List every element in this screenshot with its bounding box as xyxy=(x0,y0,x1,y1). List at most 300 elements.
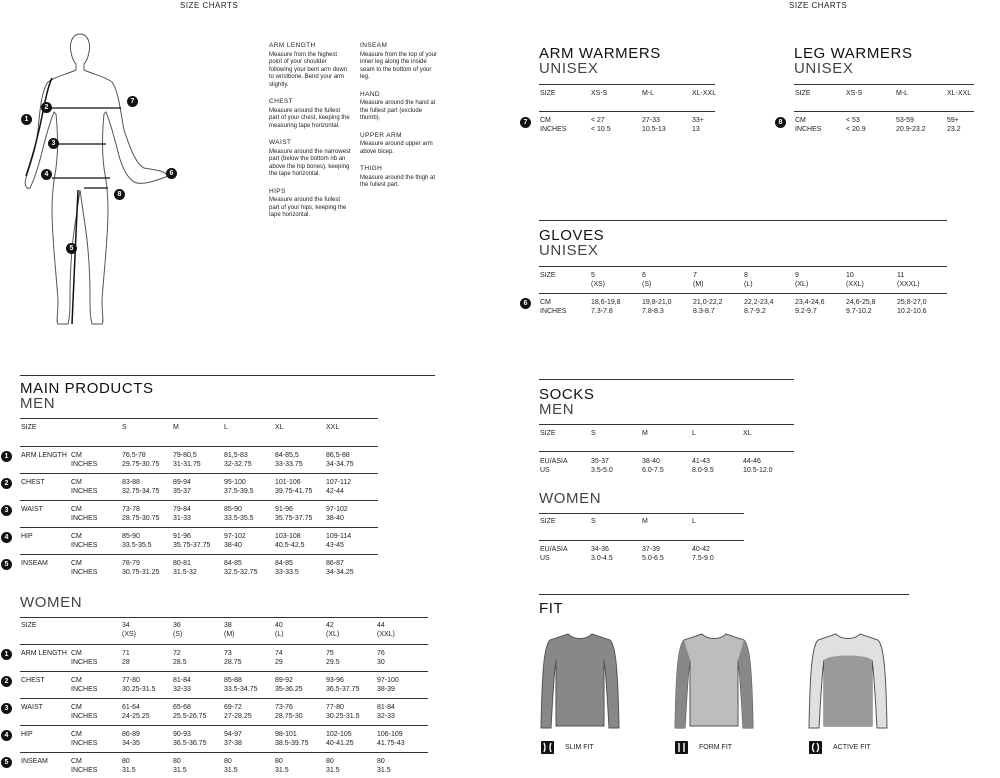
socks-title: SOCKS xyxy=(539,386,595,403)
cell: 97-102 xyxy=(326,506,348,513)
cell: 32-32.75 xyxy=(224,461,252,468)
cell: 40.5-42.5 xyxy=(275,542,305,549)
cell: 61-64 xyxy=(122,704,140,711)
cell: 31.5 xyxy=(173,767,187,774)
main-men-subtitle: MEN xyxy=(20,395,56,412)
marker-6: 6 xyxy=(520,298,531,309)
cell: 28.75-30 xyxy=(275,713,303,720)
unit-cm: CM xyxy=(71,704,82,711)
rule xyxy=(20,725,428,726)
marker-5: 5 xyxy=(1,559,12,570)
slim-fit-label: SLIM FIT xyxy=(565,744,594,751)
cell: 27-28.25 xyxy=(224,713,252,720)
marker-7: 7 xyxy=(127,96,138,107)
slim-fit-shirt-image xyxy=(540,632,620,730)
instruction-hand xyxy=(360,91,442,123)
cell: 80 xyxy=(173,758,181,765)
rule xyxy=(20,644,428,645)
slim-fit-icon xyxy=(541,741,554,754)
size-col-letter: (S) xyxy=(642,281,652,288)
cell: 73-76 xyxy=(275,704,293,711)
cell: 9.2-9.7 xyxy=(795,308,817,315)
rule xyxy=(794,84,974,85)
rule xyxy=(539,84,715,85)
cell: 28.75 xyxy=(224,659,242,666)
unit-inches: INCHES xyxy=(795,126,822,133)
cell: 24-25.25 xyxy=(122,713,150,720)
size-col: 38 xyxy=(224,622,232,629)
cell: 102-105 xyxy=(326,731,352,738)
rule xyxy=(20,500,378,501)
cell: 80 xyxy=(275,758,283,765)
rule xyxy=(539,220,947,221)
rule xyxy=(20,473,378,474)
instruction-title: ARM LENGTH xyxy=(269,42,316,49)
size-label: SIZE xyxy=(21,622,37,629)
cell: 74 xyxy=(275,650,283,657)
cell: 32.75-34.75 xyxy=(122,488,160,495)
main-women-section xyxy=(20,595,82,610)
cell: 84-85,5 xyxy=(275,452,299,459)
instruction-title: UPPER ARM xyxy=(360,131,402,139)
cell: 33.5-34.75 xyxy=(224,686,258,693)
socks-women-section xyxy=(539,491,601,506)
cell: 73-78 xyxy=(122,506,140,513)
marker-2: 2 xyxy=(1,676,12,687)
cell: 59+ xyxy=(947,117,959,124)
cell: 23,4-24,6 xyxy=(795,299,825,306)
cell: 40-41.25 xyxy=(326,740,354,747)
size-label: SIZE xyxy=(540,430,556,437)
cell: 107-112 xyxy=(326,479,352,486)
cell: 37.5-39.5 xyxy=(224,488,254,495)
cell: 38-40 xyxy=(224,542,242,549)
cell: 91-96 xyxy=(275,506,293,513)
row-label: INSEAM xyxy=(21,560,48,567)
cell: 32.5-32.75 xyxy=(224,569,258,576)
cell: 34-34.75 xyxy=(326,461,354,468)
marker-1: 1 xyxy=(21,114,32,125)
rule xyxy=(20,527,378,528)
cell: 36.5-36.75 xyxy=(173,740,207,747)
row-label: HIP xyxy=(21,731,33,738)
main-men-section xyxy=(20,381,154,411)
cell: 91-96 xyxy=(173,533,191,540)
row-label: INSEAM xyxy=(21,758,48,765)
cell: 84-85 xyxy=(224,560,242,567)
cell: 40-42 xyxy=(692,546,710,553)
cell: 80 xyxy=(326,758,334,765)
cell: 10.2-10.6 xyxy=(897,308,927,315)
cell: 29.5 xyxy=(326,659,340,666)
size-col: L xyxy=(224,424,228,431)
size-col: L xyxy=(692,518,696,525)
cell: 34-34.25 xyxy=(326,569,354,576)
gloves-section xyxy=(539,228,604,258)
arm-warmers-section xyxy=(539,46,661,76)
size-col-letter: (XXL) xyxy=(377,631,395,638)
cell: 30.75-31.25 xyxy=(122,569,160,576)
cell: < 53 xyxy=(846,117,860,124)
marker-3: 3 xyxy=(48,138,59,149)
size-col: M xyxy=(173,424,179,431)
size-col: 6 xyxy=(642,272,646,279)
unit-inches: INCHES xyxy=(71,461,98,468)
cell: 28.75-30.75 xyxy=(122,515,160,522)
size-col: M-L xyxy=(896,90,909,97)
socks-men-subtitle: MEN xyxy=(539,401,575,418)
unit-us: US xyxy=(540,555,550,562)
instruction-inseam xyxy=(360,42,442,82)
size-col-letter: (XXL) xyxy=(846,281,864,288)
instruction-text: Measure around the fullest part of your chest, keeping the measuring tape horizontal. xyxy=(269,107,350,129)
cell: 30 xyxy=(377,659,385,666)
rule xyxy=(539,451,794,452)
row-label: WAIST xyxy=(21,704,43,711)
unit-cm: CM xyxy=(795,117,806,124)
instruction-text: Measure around the fullest part of your hips, keeping the tape horizontal. xyxy=(269,197,347,218)
cell: 85-90 xyxy=(224,506,242,513)
size-col-letter: (XS) xyxy=(122,631,136,638)
unit-cm: CM xyxy=(71,479,82,486)
gloves-grid xyxy=(591,272,951,322)
cell: 71 xyxy=(122,650,130,657)
cell: 31-33 xyxy=(173,515,191,522)
marker-4: 4 xyxy=(41,169,52,180)
header-left: SIZE CHARTS xyxy=(180,1,239,10)
cell: 6.0-7.5 xyxy=(642,467,664,474)
cell: 29 xyxy=(275,659,283,666)
size-label: SIZE xyxy=(540,518,556,525)
cell: 8.3-8.7 xyxy=(693,308,715,315)
size-col: 36 xyxy=(173,622,181,629)
active-fit-shirt-image xyxy=(808,632,888,730)
cell: 33.5-35.5 xyxy=(122,542,152,549)
size-col-letter: (S) xyxy=(173,631,183,638)
marker-1: 1 xyxy=(1,451,12,462)
body-figure xyxy=(18,30,188,330)
active-fit-label: ACTIVE FIT xyxy=(833,744,871,751)
leg-warmers-title: LEG WARMERS xyxy=(794,45,913,62)
cell: 31.5 xyxy=(377,767,391,774)
marker-5: 5 xyxy=(66,243,77,254)
cell: 19,8-21,0 xyxy=(642,299,672,306)
size-label: SIZE xyxy=(21,424,37,431)
cell: 35.75-37.75 xyxy=(173,542,211,549)
cell: 8.7-9.2 xyxy=(744,308,766,315)
rule xyxy=(20,617,428,618)
cell: 27-33 xyxy=(642,117,660,124)
size-col: L xyxy=(692,430,696,437)
cell: 103-108 xyxy=(275,533,301,540)
instruction-thigh xyxy=(360,165,442,190)
marker-8: 8 xyxy=(775,117,786,128)
unit-cm: CM xyxy=(71,650,82,657)
instruction-arm-length xyxy=(269,42,351,89)
cell: 35.75-37.75 xyxy=(275,515,313,522)
unit-cm: CM xyxy=(540,117,551,124)
unit-us: US xyxy=(540,467,550,474)
cell: 43-45 xyxy=(326,542,344,549)
rule xyxy=(20,698,428,699)
size-col-letter: (M) xyxy=(693,281,704,288)
size-col-letter: (L) xyxy=(275,631,284,638)
rule xyxy=(20,375,435,376)
cell: 85-88 xyxy=(224,677,242,684)
cell: 34-36 xyxy=(591,546,609,553)
cell: 3.0-4.5 xyxy=(591,555,613,562)
cell: 72 xyxy=(173,650,181,657)
cell: 31.5 xyxy=(275,767,289,774)
cell: 7.3-7.8 xyxy=(591,308,613,315)
cell: < 27 xyxy=(591,117,605,124)
size-col: 7 xyxy=(693,272,697,279)
size-col: XS-S xyxy=(846,90,863,97)
marker-6: 6 xyxy=(166,168,177,179)
instruction-chest xyxy=(269,98,351,130)
leg-warmers-subtitle: UNISEX xyxy=(794,60,854,77)
row-label: ARM LENGTH xyxy=(21,452,67,459)
row-label: ARM LENGTH xyxy=(21,650,67,657)
cell: 35-37 xyxy=(591,458,609,465)
cell: 41.75-43 xyxy=(377,740,405,747)
marker-2: 2 xyxy=(41,102,52,113)
size-col: S xyxy=(591,430,596,437)
cell: 80 xyxy=(224,758,232,765)
size-col: S xyxy=(122,424,127,431)
cell: 73 xyxy=(224,650,232,657)
cell: 81-84 xyxy=(377,704,395,711)
active-fit-icon xyxy=(809,741,822,754)
cell: 86,5-88 xyxy=(326,452,350,459)
socks-section xyxy=(539,387,595,417)
cell: 13 xyxy=(692,126,700,133)
size-col: M-L xyxy=(642,90,655,97)
unit-cm: CM xyxy=(71,506,82,513)
cell: 90-93 xyxy=(173,731,191,738)
unit-inches: INCHES xyxy=(71,659,98,666)
cell: 35-37 xyxy=(173,488,191,495)
leg-warmers-section xyxy=(794,46,913,76)
marker-3: 3 xyxy=(1,505,12,516)
size-col-letter: (XXXL) xyxy=(897,281,920,288)
cell: 35-36.25 xyxy=(275,686,303,693)
arm-warmers-subtitle: UNISEX xyxy=(539,60,599,77)
header-right: SIZE CHARTS xyxy=(789,1,848,10)
cell: 41-43 xyxy=(692,458,710,465)
cell: 28.5 xyxy=(173,659,187,666)
cell: 37-39 xyxy=(642,546,660,553)
size-col: 5 xyxy=(591,272,595,279)
cell: 97-100 xyxy=(377,677,399,684)
size-col: 42 xyxy=(326,622,334,629)
cell: 39.75-41.75 xyxy=(275,488,313,495)
unit-inches: INCHES xyxy=(71,686,98,693)
cell: 31.5-32 xyxy=(173,569,197,576)
cell: 22,2-23,4 xyxy=(744,299,774,306)
instruction-text: Measure around the narrowest part (below the bottom rib an above the hip bones), keeping the tape horizontal. xyxy=(269,148,351,177)
rule xyxy=(539,540,744,541)
cell: 9.7-10.2 xyxy=(846,308,872,315)
unit-cm: CM xyxy=(71,731,82,738)
cell: 93-96 xyxy=(326,677,344,684)
instruction-text: Measure around upper arm above bicep. xyxy=(360,141,433,155)
cell: 31.5 xyxy=(224,767,238,774)
instruction-upper-arm xyxy=(360,132,442,157)
marker-4: 4 xyxy=(1,532,12,543)
cell: 42-44 xyxy=(326,488,344,495)
unit-cm: CM xyxy=(71,452,82,459)
unit-inches: INCHES xyxy=(540,308,567,315)
cell: 80-81 xyxy=(173,560,191,567)
size-label: SIZE xyxy=(540,90,556,97)
cell: 38-40 xyxy=(326,515,344,522)
size-col-letter: (L) xyxy=(744,281,753,288)
size-col: 9 xyxy=(795,272,799,279)
rule xyxy=(539,266,947,267)
cell: 38-40 xyxy=(642,458,660,465)
size-label: SIZE xyxy=(795,90,811,97)
unit-inches: INCHES xyxy=(71,767,98,774)
rule xyxy=(539,513,744,514)
cell: 89-94 xyxy=(173,479,191,486)
cell: 80 xyxy=(377,758,385,765)
cell: 29.75-30.75 xyxy=(122,461,160,468)
cell: < 20.9 xyxy=(846,126,866,133)
rule xyxy=(539,594,909,595)
size-col: XL xyxy=(743,430,752,437)
cell: 33+ xyxy=(692,117,704,124)
size-col: M xyxy=(642,430,648,437)
cell: 31.5 xyxy=(326,767,340,774)
rule xyxy=(794,111,974,112)
rule xyxy=(539,111,715,112)
unit-eu-asia: EU/ASIA xyxy=(540,458,568,465)
cell: 65-68 xyxy=(173,704,191,711)
gloves-subtitle: UNISEX xyxy=(539,242,599,259)
marker-7: 7 xyxy=(520,117,531,128)
cell: 37-38 xyxy=(224,740,242,747)
rule xyxy=(539,379,794,380)
size-col: 11 xyxy=(897,272,905,279)
cell: 31.5 xyxy=(122,767,136,774)
instruction-text: Measure around the thigh at the fullest part. xyxy=(360,174,436,188)
rule xyxy=(20,671,428,672)
marker-1: 1 xyxy=(1,649,12,660)
cell: 7.5-9.0 xyxy=(692,555,714,562)
row-label: WAIST xyxy=(21,506,43,513)
instruction-title: THIGH xyxy=(360,165,383,172)
size-col: XL xyxy=(275,424,284,431)
marker-5: 5 xyxy=(1,757,12,768)
size-label: SIZE xyxy=(540,272,556,279)
cell: 79-84 xyxy=(173,506,191,513)
cell: 32-33 xyxy=(173,686,191,693)
size-col-letter: (M) xyxy=(224,631,235,638)
row-label: HIP xyxy=(21,533,33,540)
instruction-title: HIPS xyxy=(269,187,286,195)
marker-2: 2 xyxy=(1,478,12,489)
arm-warmers-title: ARM WARMERS xyxy=(539,45,661,62)
unit-inches: INCHES xyxy=(71,569,98,576)
cell: 30.25-31.5 xyxy=(122,686,156,693)
row-label: CHEST xyxy=(21,479,45,486)
gloves-title: GLOVES xyxy=(539,227,605,244)
cell: 76 xyxy=(377,650,385,657)
cell: 53-59 xyxy=(896,117,914,124)
size-col: 10 xyxy=(846,272,854,279)
unit-cm: CM xyxy=(540,299,551,306)
instruction-text: Measure from the top of your inner leg along the inside seam to the bottom of your leg. xyxy=(360,51,438,80)
cell: 24,6-25,8 xyxy=(846,299,876,306)
cell: 33.5-35.5 xyxy=(224,515,254,522)
cell: 106-109 xyxy=(377,731,403,738)
unit-cm: CM xyxy=(71,533,82,540)
rule xyxy=(20,752,428,753)
cell: 23.2 xyxy=(947,126,961,133)
cell: 77-80 xyxy=(326,704,344,711)
cell: 38-39 xyxy=(377,686,395,693)
cell: 25,8-27,0 xyxy=(897,299,927,306)
cell: 33-33.75 xyxy=(275,461,303,468)
instruction-title: WAIST xyxy=(269,139,292,146)
marker-8: 8 xyxy=(114,189,125,200)
size-col: XS-S xyxy=(591,90,608,97)
row-label: CHEST xyxy=(21,677,45,684)
cell: 32-33 xyxy=(377,713,395,720)
size-col: S xyxy=(591,518,596,525)
instructions-col-2 xyxy=(360,42,442,190)
cell: 34-35 xyxy=(122,740,140,747)
cell: 81,5-83 xyxy=(224,452,248,459)
unit-inches: INCHES xyxy=(71,740,98,747)
cell: 84-85 xyxy=(275,560,293,567)
marker-3: 3 xyxy=(1,703,12,714)
main-women-subtitle: WOMEN xyxy=(20,594,83,611)
form-fit-shirt-image xyxy=(674,632,754,730)
unit-inches: INCHES xyxy=(71,542,98,549)
cell: 77-80 xyxy=(122,677,140,684)
unit-inches: INCHES xyxy=(71,488,98,495)
cell: 86-89 xyxy=(122,731,140,738)
marker-4: 4 xyxy=(1,730,12,741)
cell: 79-80,5 xyxy=(173,452,197,459)
cell: 98-101 xyxy=(275,731,297,738)
form-fit-icon xyxy=(675,741,688,754)
cell: 81-84 xyxy=(173,677,191,684)
cell: 95-100 xyxy=(224,479,246,486)
cell: 30.25-31.5 xyxy=(326,713,360,720)
cell: 38.5-39.75 xyxy=(275,740,309,747)
rule xyxy=(20,446,378,447)
unit-inches: INCHES xyxy=(540,126,567,133)
fit-title: FIT xyxy=(539,600,564,617)
cell: 89-92 xyxy=(275,677,293,684)
size-col: 34 xyxy=(122,622,130,629)
cell: 86-87 xyxy=(326,560,344,567)
size-col-letter: (XL) xyxy=(326,631,340,638)
size-col: M xyxy=(642,518,648,525)
cell: 10.5-12.0 xyxy=(743,467,773,474)
cell: 7.8-8.3 xyxy=(642,308,664,315)
size-col-letter: (XS) xyxy=(591,281,605,288)
rule xyxy=(20,418,378,419)
cell: 97-102 xyxy=(224,533,246,540)
main-products-title: MAIN PRODUCTS xyxy=(20,380,154,397)
instruction-title: CHEST xyxy=(269,98,294,105)
cell: 3.5-5.0 xyxy=(591,467,613,474)
cell: 76,5-78 xyxy=(122,452,146,459)
